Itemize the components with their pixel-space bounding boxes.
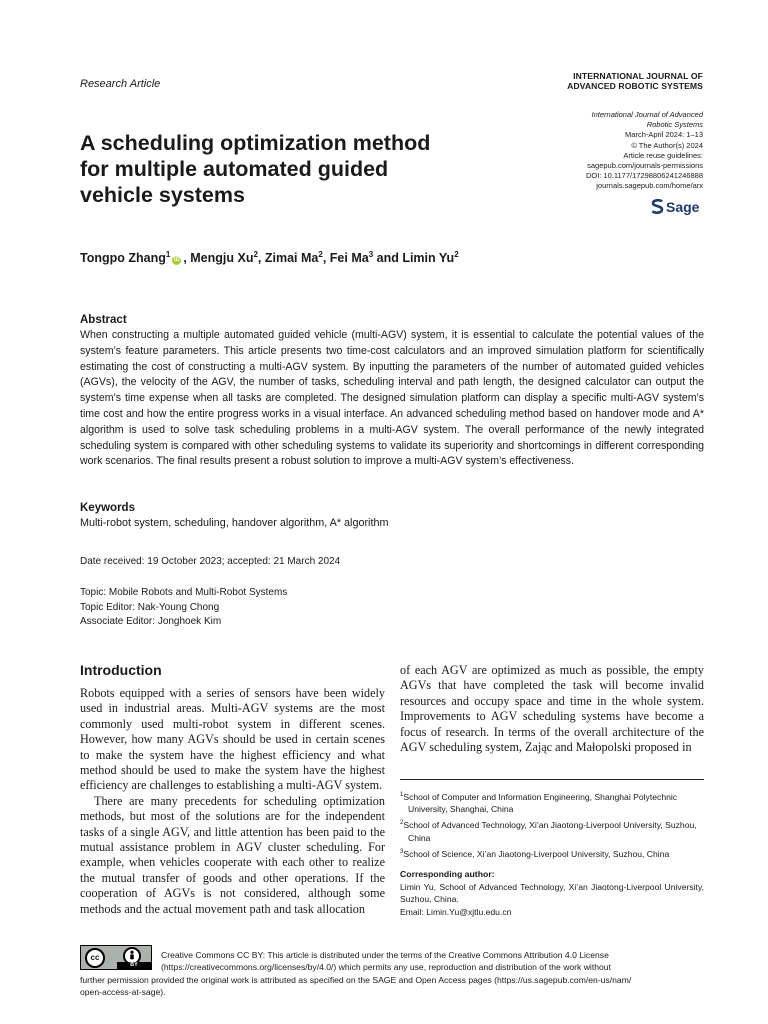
article-type-label: Research Article xyxy=(80,78,161,90)
author-separator: , xyxy=(183,251,191,266)
introduction-heading: Introduction xyxy=(80,662,162,678)
affiliation-text: School of Advanced Technology, Xi’an Jiaotong-Liverpool University, Suzhou, China xyxy=(403,820,697,843)
author-separator: and xyxy=(373,251,403,266)
journal-logo-line1: INTERNATIONAL JOURNAL OF xyxy=(573,71,703,81)
body-paragraph: of each AGV are optimized as much as possible, the empty AGVs that have completed the task will become invalid resources and occupy space and time in the whole system. Improvements to AGV scheduling systems have become a focus of research. In terms of the overall architecture of the AGV scheduling system, Zając and Małopolski proposed in xyxy=(400,663,704,755)
journal-homepage-link[interactable]: journals.sagepub.com/home/arx xyxy=(596,181,703,191)
author-list xyxy=(80,250,459,265)
reuse-guidelines-label: Article reuse guidelines: xyxy=(623,150,703,160)
author-name[interactable]: Fei Ma xyxy=(329,251,369,266)
author-affiliation-mark: 2 xyxy=(253,250,258,259)
keywords-heading: Keywords xyxy=(80,502,135,514)
author-separator: , xyxy=(322,251,330,266)
title-line2: for multiple automated guided xyxy=(80,157,389,181)
affiliation-text: School of Science, Xi’an Jiaotong-Liverpool University, Suzhou, China xyxy=(403,848,670,859)
associate-editor: Associate Editor: Jonghoek Kim xyxy=(80,616,222,627)
topic-editor: Topic Editor: Nak-Young Chong xyxy=(80,601,220,613)
author-name[interactable]: Limin Yu xyxy=(402,251,455,266)
doi-link[interactable]: DOI: 10.1177/17298806241246888 xyxy=(585,171,703,181)
topic: Topic: Mobile Robots and Multi-Robot Systems xyxy=(80,587,288,598)
license-line: Creative Commons CC BY: This article is distributed under the terms of the Creative Commons Attribution 4.0 License xyxy=(161,950,609,960)
topic-info xyxy=(80,586,287,630)
abstract-text: When constructing a multiple automated guided vehicle (multi-AGV) system, it is essential to calculate the potential values of the system’s feature parameters. This article presents two time-cost calculators and an improved simulation platform for scientifically estimating the cost of constructing a multi-AGV system. By inputting the parameters of the number of automated guided vehicles (AGVs), the velocity of the AGV, the number of tasks, scheduling interval and path length, the designed calculator can output the system’s time expense when all tasks are completed. The designed simulation platform can display a specific multi-AGV system’s time cost and how the entire progress works in a visual interface. An advanced scheduling method based on handover mode and A* algorithm is used to solve task scheduling problems in a multi-AGV system. The overall performance of the newly integrated scheduling system is compared with other scheduling systems to validate its superiority and shortcomings in different corresponding work scenarios. The final results present a robust solution to improve a multi-AGV system’s effectiveness. xyxy=(80,329,704,468)
affiliation-number: 3 xyxy=(400,848,404,855)
author-affiliation-mark: 3 xyxy=(368,250,374,259)
license-line: open-access-at-sage). xyxy=(80,987,166,998)
publication-info xyxy=(540,110,703,192)
author-separator: , xyxy=(257,251,265,266)
body-paragraph: There are many precedents for scheduling optimization methods, but most of the solutions are for the independent tasks of a single AGV, and little attention has been paid to the mutual assistance problem in AGV cluster scheduling. For example, when vehicles cooperate with each other to realize the mutual transfer of goods and other operations. If the cooperation of AGVs is not considered, although some methods and the actual movement path and task allocation xyxy=(80,793,385,916)
issue-info: March-April 2024: 1–13 xyxy=(625,130,703,140)
journal-logo-line2: ADVANCED ROBOTIC SYSTEMS xyxy=(567,81,703,91)
abstract-heading: Abstract xyxy=(80,314,127,326)
journal-name-line1: International Journal of Advanced xyxy=(591,110,703,119)
orcid-icon[interactable]: iD xyxy=(173,257,180,264)
affiliation-item xyxy=(400,789,704,815)
license-link[interactable]: (https://creativecommons.org/licenses/by/4.0/) which permits any use, reproduction and distribution of the work without xyxy=(161,962,611,973)
article-title xyxy=(80,130,500,208)
corresponding-author-email[interactable]: Email: Limin.Yu@xjtlu.edu.cn xyxy=(400,906,512,917)
author-name[interactable]: Mengju Xu xyxy=(190,251,254,266)
affiliation-item xyxy=(400,817,704,843)
author-affiliation-mark: 2 xyxy=(318,250,323,259)
license-statement xyxy=(80,949,704,999)
permissions-link[interactable]: sagepub.com/journals-permissions xyxy=(587,161,703,171)
title-line3: vehicle systems xyxy=(80,183,245,207)
sage-s-icon xyxy=(651,199,664,217)
sage-logo xyxy=(651,199,699,217)
author-name[interactable]: Zimai Ma xyxy=(264,251,319,266)
body-column-right xyxy=(400,663,704,755)
affiliation-number: 1 xyxy=(400,792,404,798)
author-affiliation-mark: 1 xyxy=(165,250,171,259)
cc-icon: cc xyxy=(85,948,105,968)
corresponding-author-heading: Corresponding author: xyxy=(400,869,495,879)
author-name[interactable]: Tongpo Zhang xyxy=(80,251,166,266)
affiliation-number: 2 xyxy=(400,820,404,827)
keywords-text: Multi-robot system, scheduling, handover algorithm, A* algorithm xyxy=(80,517,389,529)
title-line1: A scheduling optimization method xyxy=(80,131,431,155)
footnote-divider xyxy=(400,779,704,780)
body-column-left xyxy=(80,686,385,917)
journal-logo xyxy=(560,71,703,91)
by-label: BY xyxy=(117,962,151,969)
copyright: © The Author(s) 2024 xyxy=(631,140,703,150)
body-paragraph: Robots equipped with a series of sensors have been widely used in industrial areas. Multi-AGV systems are the most commonly used multi-robot system in different scenes. However, how many AGVs should be used in certain scenes to make the system have the highest efficiency and what method should be used to make the system have the highest efficiency are challenges to establishing a multi-AGV system. xyxy=(80,686,385,793)
journal-name-line2: Robotic Systems xyxy=(646,120,703,130)
date-received: Date received: 19 October 2023; accepted: 21 March 2024 xyxy=(80,556,341,567)
license-line: further permission provided the original work is attributed as specified on the SAGE and Open Access pages (https://us.sagepub.com/en-us/nam/ xyxy=(80,974,632,985)
corresponding-author-details xyxy=(400,881,704,918)
affiliations xyxy=(400,789,704,862)
sage-wordmark: Sage xyxy=(666,199,700,215)
affiliation-item xyxy=(400,846,704,860)
author-affiliation-mark: 2 xyxy=(454,250,459,259)
affiliation-text: School of Computer and Information Engineering, Shanghai Polytechnic University, Shanghai, China xyxy=(403,791,678,815)
corresponding-author-address: Limin Yu, School of Advanced Technology, Xi’an Jiaotong-Liverpool University, Suzhou, China. xyxy=(400,882,704,905)
